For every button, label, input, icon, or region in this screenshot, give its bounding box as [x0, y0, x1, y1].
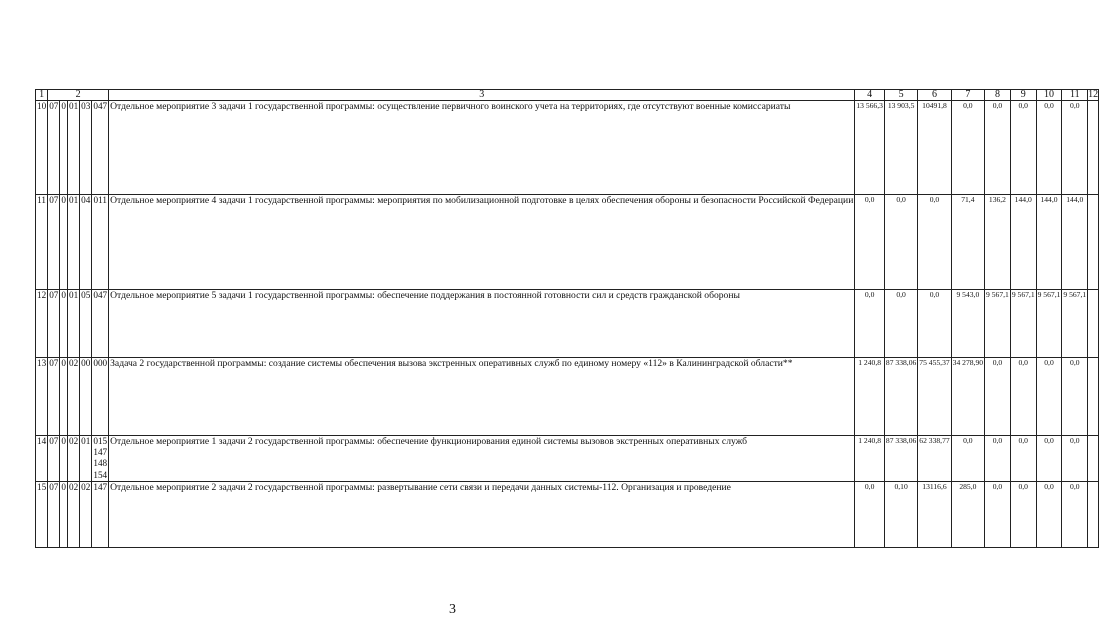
- administrator-codes: [92, 101, 109, 195]
- value-col-5: 0,0: [884, 290, 917, 358]
- value-col-5: 0,10: [884, 482, 917, 548]
- administrator-code: 015: [93, 436, 108, 446]
- subprogram-code: 0: [60, 482, 68, 548]
- measure-code: 02: [80, 482, 92, 548]
- value-col-10: 9 567,1: [1036, 290, 1062, 358]
- measure-description: Отдельное мероприятие 3 задачи 1 государственной программы: осуществление первичного воинского учета на территориях, где отсутствуют военные комиссариаты: [109, 101, 855, 195]
- value-col-7: 34 278,90: [951, 358, 984, 436]
- value-col-10: 0,0: [1036, 436, 1062, 482]
- value-col-6: 10491,8: [918, 101, 951, 195]
- value-col-7: 285,0: [951, 482, 984, 548]
- header-col-10: 10: [1036, 90, 1062, 101]
- value-col-4: 0,0: [855, 482, 885, 548]
- header-col-12: 12: [1088, 89, 1099, 100]
- task-code: 02: [67, 358, 79, 436]
- page-number: 3: [449, 602, 456, 617]
- row-number: 10: [36, 101, 48, 195]
- value-col-6: 13116,6: [918, 482, 951, 548]
- row-number: 11: [36, 195, 48, 290]
- value-col-11: 144,0: [1062, 195, 1088, 290]
- value-col-11: 0,0: [1062, 482, 1088, 548]
- header-col-1: 1: [36, 90, 48, 101]
- value-col-12: [1088, 195, 1099, 290]
- value-col-11: 0,0: [1062, 101, 1088, 195]
- value-col-8: 136,2: [985, 195, 1011, 290]
- measure-code: 03: [80, 101, 92, 195]
- administrator-code: 047: [93, 290, 108, 300]
- value-col-11: 0,0: [1062, 436, 1088, 482]
- administrator-codes: [92, 482, 109, 548]
- administrator-codes: [92, 195, 109, 290]
- table-row: [36, 436, 1099, 482]
- measure-code: 01: [80, 436, 92, 482]
- task-code: 01: [67, 195, 79, 290]
- header-col-8: 8: [985, 90, 1011, 101]
- subprogram-code: 0: [60, 195, 68, 290]
- value-col-7: 9 543,0: [951, 290, 984, 358]
- row-number: 15: [36, 482, 48, 548]
- administrator-codes: [92, 290, 109, 358]
- header-col-2: 2: [48, 90, 109, 101]
- value-col-5: 87 338,06: [884, 436, 917, 482]
- header-col-11: 11: [1062, 90, 1088, 101]
- measure-description: Задача 2 государственной программы: создание системы обеспечения вызова экстренных оперативных служб по единому номеру «112» в Калининградской области**: [109, 358, 855, 436]
- measure-description: Отдельное мероприятие 2 задачи 2 государственной программы: развертывание сети связи и передачи данных системы-112. Организация и проведение: [109, 482, 855, 548]
- table-row: [36, 482, 1099, 548]
- value-col-12: [1088, 358, 1099, 436]
- measure-description: Отдельное мероприятие 5 задачи 1 государственной программы: обеспечение поддержания в постоянной готовности сил и средств гражданской обороны: [109, 290, 855, 358]
- value-col-8: 0,0: [985, 436, 1011, 482]
- header-col-4: 4: [855, 90, 885, 101]
- value-col-11: 9 567,1: [1062, 290, 1088, 358]
- value-col-8: 0,0: [985, 101, 1011, 195]
- value-col-4: 1 240,8: [855, 436, 885, 482]
- header-col-3: 3: [109, 90, 855, 101]
- value-col-6: 75 455,37: [918, 358, 951, 436]
- program-code: 07: [48, 482, 60, 548]
- value-col-10: 0,0: [1036, 358, 1062, 436]
- value-col-12: [1088, 290, 1099, 358]
- task-code: 02: [67, 482, 79, 548]
- administrator-code: 147: [93, 447, 108, 458]
- administrator-code: 148: [93, 458, 108, 469]
- administrator-codes: [92, 358, 109, 436]
- budget-table-body: [36, 90, 1099, 548]
- task-code: 01: [67, 290, 79, 358]
- subprogram-code: 0: [60, 436, 68, 482]
- subprogram-code: 0: [60, 358, 68, 436]
- value-col-9: 0,0: [1010, 358, 1036, 436]
- program-code: 07: [48, 358, 60, 436]
- header-col-9: 9: [1010, 90, 1036, 101]
- header-row: [36, 90, 1099, 101]
- value-col-11: 0,0: [1062, 358, 1088, 436]
- value-col-4: 13 566,3: [855, 101, 885, 195]
- value-col-5: 0,0: [884, 195, 917, 290]
- value-col-4: 0,0: [855, 195, 885, 290]
- measure-code: 00: [80, 358, 92, 436]
- value-col-9: 0,0: [1010, 101, 1036, 195]
- table-row: [36, 101, 1099, 195]
- value-col-10: 0,0: [1036, 101, 1062, 195]
- value-col-8: 0,0: [985, 482, 1011, 548]
- value-col-12: [1088, 482, 1099, 548]
- program-code: 07: [48, 290, 60, 358]
- value-col-5: 13 903,5: [884, 101, 917, 195]
- administrator-code: 011: [93, 195, 107, 205]
- value-col-9: 144,0: [1010, 195, 1036, 290]
- header-col-7: 7: [951, 90, 984, 101]
- value-col-8: 0,0: [985, 358, 1011, 436]
- value-col-12: [1088, 101, 1099, 195]
- administrator-code: 154: [93, 469, 108, 480]
- value-col-10: 0,0: [1036, 482, 1062, 548]
- subprogram-code: 0: [60, 290, 68, 358]
- value-col-6: 0,0: [918, 195, 951, 290]
- measure-code: 05: [80, 290, 92, 358]
- value-col-8: 9 567,1: [985, 290, 1011, 358]
- measure-description: Отдельное мероприятие 4 задачи 1 государственной программы: мероприятия по мобилизационной подготовке в целях обеспечения обороны и безопасности Российской Федерации: [109, 195, 855, 290]
- value-col-7: 71,4: [951, 195, 984, 290]
- program-code: 07: [48, 436, 60, 482]
- table-row: [36, 358, 1099, 436]
- measure-code: 04: [80, 195, 92, 290]
- row-number: 12: [36, 290, 48, 358]
- administrator-codes: [92, 436, 109, 482]
- value-col-9: 0,0: [1010, 436, 1036, 482]
- value-col-4: 1 240,8: [855, 358, 885, 436]
- table-row: [36, 195, 1099, 290]
- program-code: 07: [48, 195, 60, 290]
- value-col-4: 0,0: [855, 290, 885, 358]
- administrator-code: 147: [93, 482, 108, 492]
- row-number: 14: [36, 436, 48, 482]
- task-code: 01: [67, 101, 79, 195]
- program-code: 07: [48, 101, 60, 195]
- subprogram-code: 0: [60, 101, 68, 195]
- value-col-12: [1088, 436, 1099, 482]
- value-col-10: 144,0: [1036, 195, 1062, 290]
- value-col-7: 0,0: [951, 436, 984, 482]
- value-col-6: 0,0: [918, 290, 951, 358]
- value-col-7: 0,0: [951, 101, 984, 195]
- row-number: 13: [36, 358, 48, 436]
- administrator-code: 047: [93, 101, 108, 111]
- table-row: [36, 290, 1099, 358]
- budget-table: [35, 89, 1099, 548]
- header-col-5: 5: [884, 90, 917, 101]
- administrator-code: 000: [93, 358, 108, 368]
- value-col-6: 62 338,77: [918, 436, 951, 482]
- header-col-6: 6: [918, 90, 951, 101]
- value-col-9: 9 567,1: [1010, 290, 1036, 358]
- measure-description: Отдельное мероприятие 1 задачи 2 государственной программы: обеспечение функционирования единой системы вызовов экстренных оперативных служб: [109, 436, 855, 482]
- value-col-5: 87 338,06: [884, 358, 917, 436]
- task-code: 02: [67, 436, 79, 482]
- value-col-9: 0,0: [1010, 482, 1036, 548]
